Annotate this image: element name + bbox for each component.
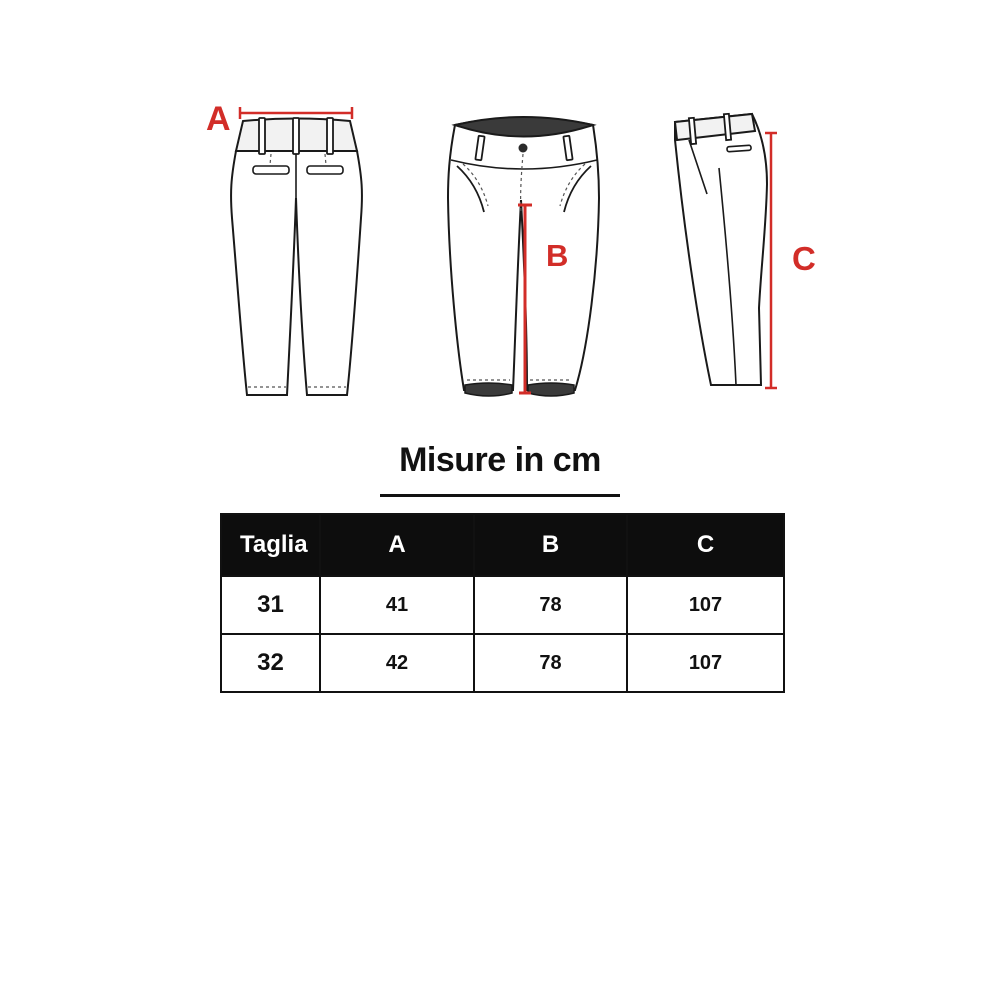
title-underline	[380, 494, 620, 497]
side-body-outline	[675, 114, 767, 385]
pants-front-view	[443, 96, 605, 413]
col-header-b: B	[474, 514, 627, 576]
front-waist-button	[519, 144, 528, 153]
pants-side-view-drawing	[663, 98, 781, 408]
size-table	[220, 513, 785, 693]
table-row-size-32	[221, 634, 784, 692]
pants-back-view	[222, 96, 374, 413]
col-header-c: C	[627, 514, 784, 576]
size-table-header-row	[221, 514, 784, 576]
cell-b: 78	[474, 634, 627, 692]
pants-side-view	[663, 98, 781, 413]
measure-label-b: B	[546, 238, 569, 273]
measure-label-c: C	[792, 240, 816, 277]
cell-a: 42	[320, 634, 474, 692]
cell-size: 32	[221, 634, 320, 692]
cell-c: 107	[627, 576, 784, 634]
table-row-size-31	[221, 576, 784, 634]
col-header-taglia: Taglia	[221, 514, 320, 576]
title-block	[0, 441, 1000, 497]
page-title: Misure in cm	[399, 441, 601, 479]
cell-a: 41	[320, 576, 474, 634]
cell-b: 78	[474, 576, 627, 634]
pants-front-view-drawing	[443, 96, 605, 408]
measure-label-a: A	[206, 100, 231, 138]
cell-size: 31	[221, 576, 320, 634]
cell-c: 107	[627, 634, 784, 692]
col-header-a: A	[320, 514, 474, 576]
pants-back-view-drawing	[222, 96, 374, 408]
